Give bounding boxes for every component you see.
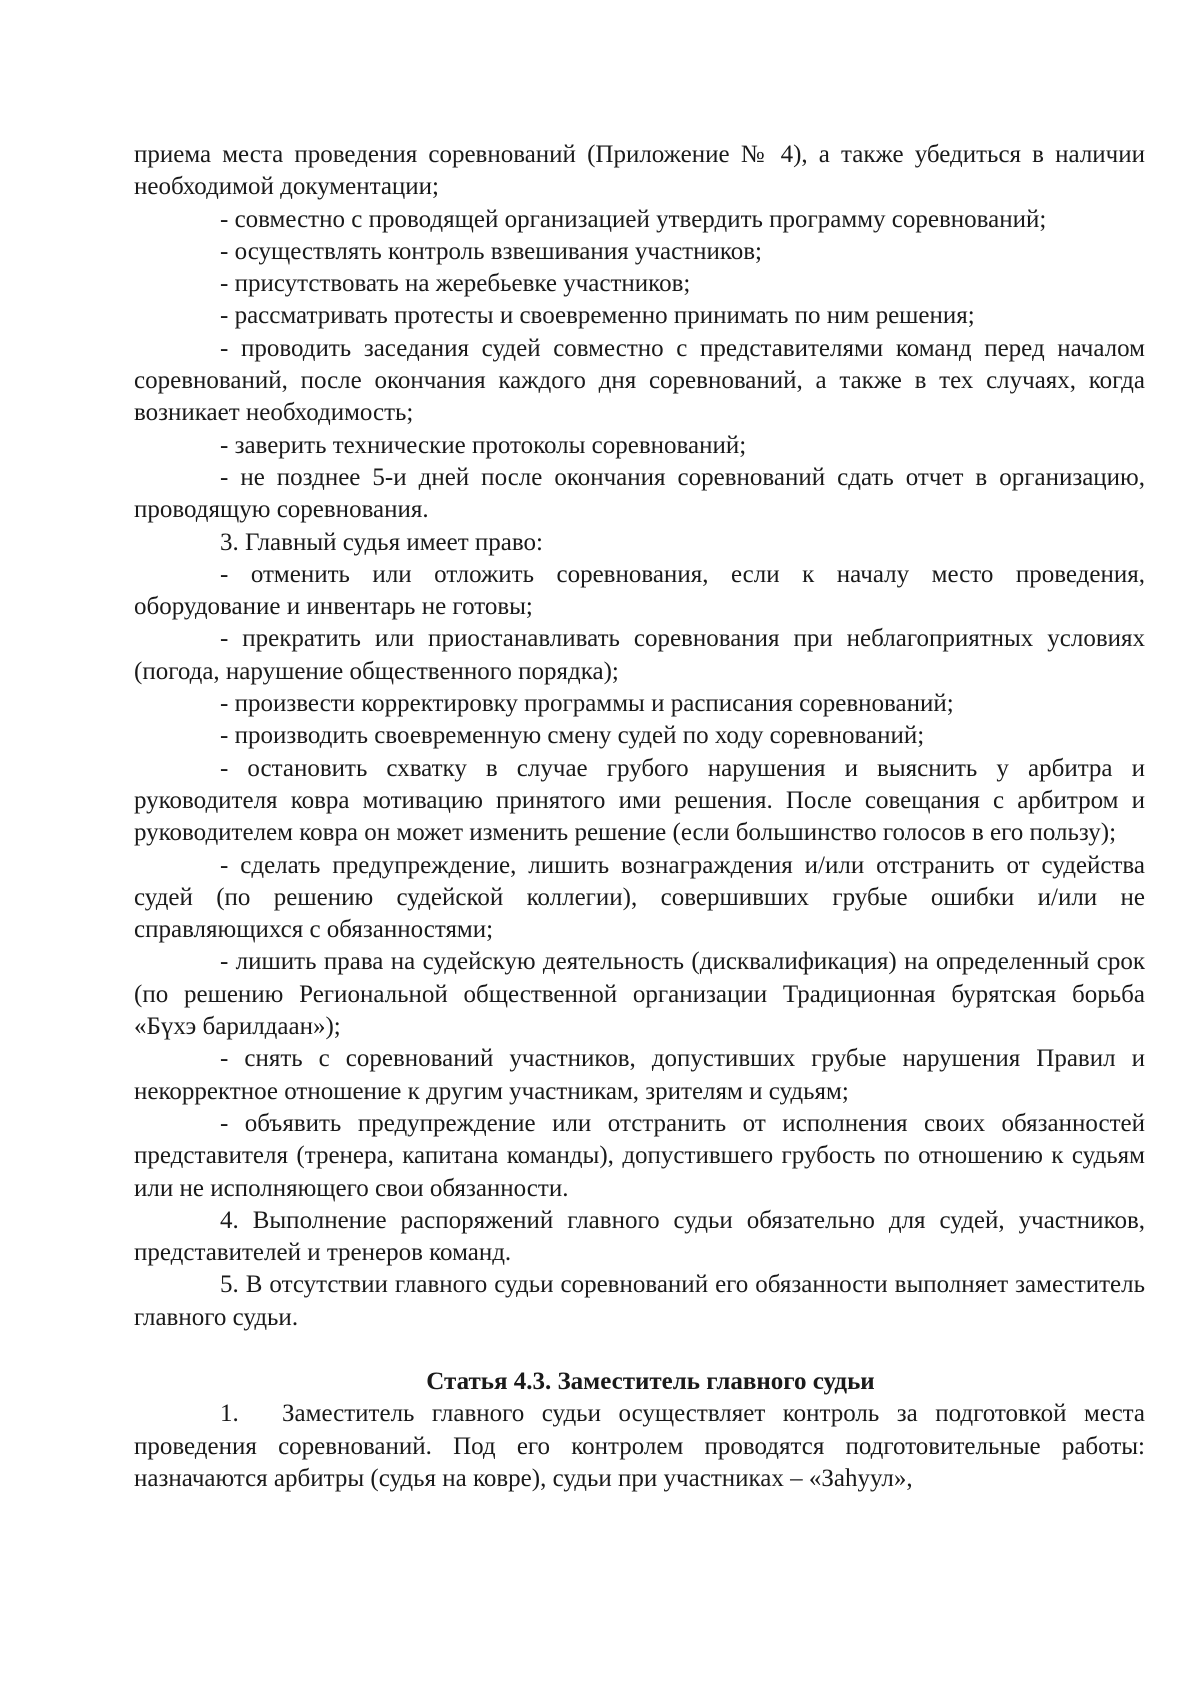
paragraph: - произвести корректировку программы и расписания соревнований; — [220, 690, 954, 718]
paragraph: - заверить технические протоколы соревнований; — [220, 431, 747, 459]
paragraph: - остановить схватку в случае грубого нарушения и выяснить у арбитра и руководителя ковра мотивацию принятого ими решения. После совещания с арбитром и руководителем ковра он может изменить решение (если большинство голосов в его пользу); — [134, 754, 1145, 847]
paragraph: - рассматривать протесты и своевременно принимать по ним решения; — [220, 302, 975, 330]
paragraph: - объявить предупреждение или отстранить от исполнения своих обязанностей представителя (тренера, капитана команды), допустившего грубость по отношению к судьям или не исполняющего свои обязанности. — [134, 1109, 1145, 1202]
paragraph: приема места проведения соревнований (Приложение № 4), а также убедиться в наличии необходимой документации; — [134, 141, 1145, 201]
paragraph-text: Заместитель главного судьи осуществляет контроль за подготовкой места проведения соревнований. Под его контролем проводятся подготовительные работы: назначаются арбитры (судья на ковре), судьи при участниках – «Заhуул», — [134, 1400, 1145, 1492]
paragraph: 4. Выполнение распоряжений главного судьи обязательно для судей, участников, представителей и тренеров команд. — [134, 1206, 1145, 1267]
article-heading: Статья 4.3. Заместитель главного судьи — [426, 1367, 875, 1395]
paragraph: - присутствовать на жеребьевке участников; — [220, 270, 691, 298]
paragraph: 3. Главный судья имеет право: — [220, 528, 543, 556]
paragraph-number: 1. — [220, 1400, 239, 1428]
paragraph: - снять с соревнований участников, допустивших грубые нарушения Правил и некорректное отношение к другим участникам, зрителям и судьям; — [134, 1045, 1145, 1105]
paragraph: - сделать предупреждение, лишить вознаграждения и/или отстранить от судейства судей (по решению судейской коллегии), совершивших грубые ошибки и/или не справляющихся с обязанностями; — [134, 851, 1145, 944]
paragraph: 5. В отсутствии главного судьи соревнований его обязанности выполняет заместитель главного судьи. — [134, 1271, 1145, 1331]
document-body — [134, 139, 1145, 1495]
paragraph: - прекратить или приостанавливать соревнования при неблагоприятных условиях (погода, нарушение общественного порядка); — [134, 625, 1145, 685]
paragraph: - осуществлять контроль взвешивания участников; — [220, 237, 762, 265]
paragraph: - отменить или отложить соревнования, если к началу место проведения, оборудование и инвентарь не готовы; — [134, 560, 1145, 621]
numbered-paragraph — [134, 1398, 1145, 1495]
paragraph: - не позднее 5-и дней после окончания соревнований сдать отчет в организацию, проводящую соревнования. — [134, 463, 1145, 524]
paragraph: - лишить права на судейскую деятельность (дисквалификация) на определенный срок (по решению Региональной общественной организации Традиционная бурятская борьба «Бүхэ барилдаан»); — [134, 948, 1145, 1041]
paragraph: - производить своевременную смену судей по ходу соревнований; — [220, 722, 925, 750]
paragraph-list — [134, 139, 1145, 1334]
paragraph: - проводить заседания судей совместно с представителями команд перед началом соревнований, после окончания каждого дня соревнований, а также в тех случаях, когда возникает необходимость; — [134, 334, 1145, 427]
paragraph: - совместно с проводящей организацией утвердить программу соревнований; — [220, 205, 1047, 233]
